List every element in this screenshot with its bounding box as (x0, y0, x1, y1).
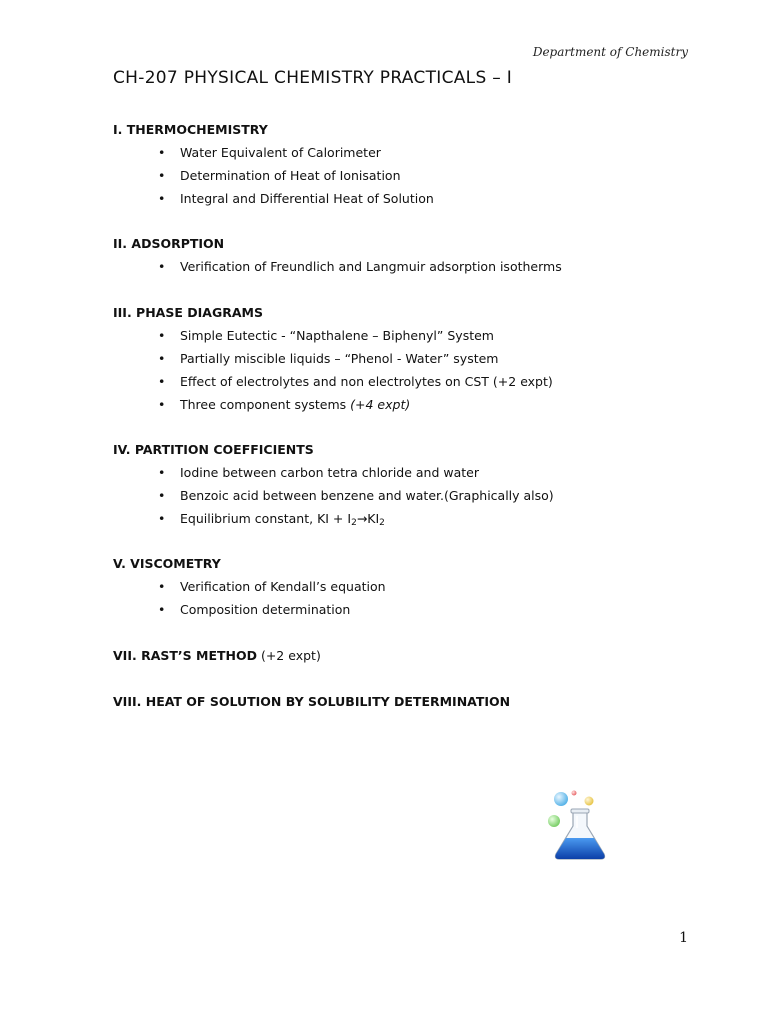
page-number: 1 (679, 930, 688, 946)
list-item: • Integral and Differential Heat of Solution (113, 187, 713, 210)
section-phase-diagrams (113, 302, 713, 416)
list-item: • Composition determination (113, 598, 713, 621)
header-department: Department of Chemistry (532, 45, 688, 59)
chemistry-flask-icon (546, 786, 612, 862)
section-viscometry (113, 553, 713, 621)
document-title: CH-207 PHYSICAL CHEMISTRY PRACTICALS – I (113, 68, 513, 88)
list-item: • Determination of Heat of Ionisation (113, 164, 713, 187)
list-item: • Effect of electrolytes and non electrolytes on CST (+2 expt) (113, 370, 713, 393)
expt-note: (+4 expt) (350, 397, 411, 412)
section-heading: II. ADSORPTION (113, 236, 225, 251)
bubble-icon (554, 792, 568, 806)
list-item: • Verification of Kendall’s equation (113, 575, 713, 598)
list-item: • Simple Eutectic - “Napthalene – Biphenyl” System (113, 324, 713, 347)
item-list (113, 324, 713, 416)
section-heading: III. PHASE DIAGRAMS (113, 305, 263, 320)
bubble-icon (572, 791, 577, 796)
heading-text: VII. RAST’S METHOD (113, 648, 257, 663)
section-heading: I. THERMOCHEMISTRY (113, 122, 268, 137)
subscript: 2 (351, 518, 357, 528)
list-item-equilibrium (113, 507, 713, 530)
item-list (113, 575, 713, 621)
item-list (113, 255, 713, 278)
section-partition-coefficients (113, 439, 713, 530)
list-item (113, 393, 713, 416)
list-item: • Water Equivalent of Calorimeter (113, 141, 713, 164)
list-item: • Iodine between carbon tetra chloride and water (113, 461, 713, 484)
bubble-icon (585, 797, 594, 806)
list-item: • Benzoic acid between benzene and water.(Graphically also) (113, 484, 713, 507)
item-list (113, 461, 713, 530)
item-text: Three component systems (180, 397, 351, 412)
section-heading: VIII. HEAT OF SOLUTION BY SOLUBILITY DETERMINATION (113, 694, 511, 709)
equation-product: →KI (356, 511, 380, 526)
expt-note: (+2 expt) (256, 648, 321, 663)
section-heading (113, 645, 713, 667)
section-heading: V. VISCOMETRY (113, 556, 221, 571)
section-adsorption (113, 233, 713, 278)
section-heat-of-solution (113, 691, 713, 713)
section-thermochemistry (113, 119, 713, 210)
equation-text: Equilibrium constant, KI + I (180, 511, 352, 526)
section-rasts-method (113, 645, 713, 667)
bubble-icon (548, 815, 560, 827)
list-item: • Verification of Freundlich and Langmuir adsorption isotherms (113, 255, 713, 278)
subscript: 2 (379, 518, 385, 528)
section-heading: IV. PARTITION COEFFICIENTS (113, 442, 314, 457)
item-list (113, 141, 713, 210)
list-item: • Partially miscible liquids – “Phenol - Water” system (113, 347, 713, 370)
